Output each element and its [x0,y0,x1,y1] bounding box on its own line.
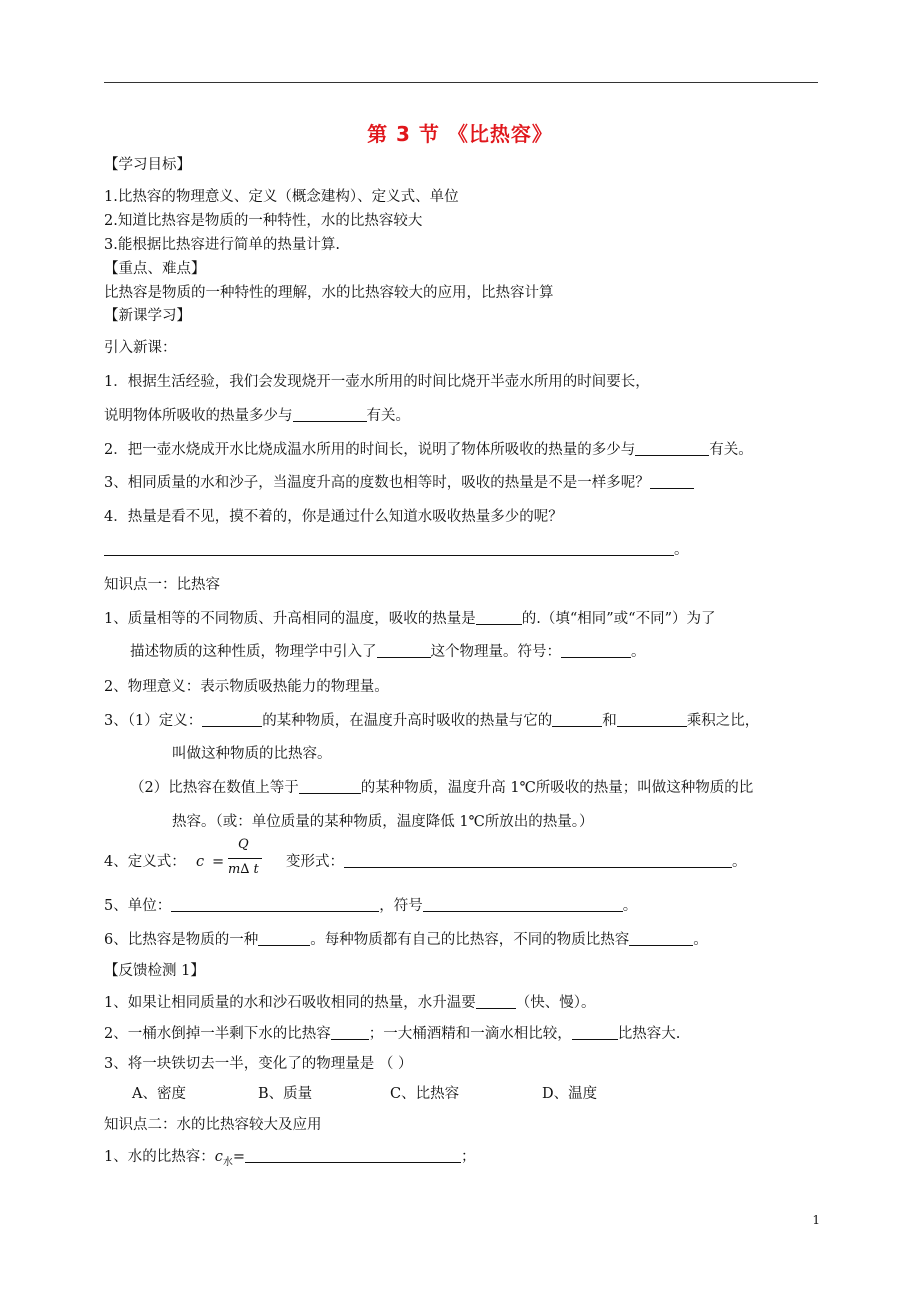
text: 这个物理量。符号： [430,644,561,660]
k1-item-3-part-2-line-2: 热容。（或：单位质量的某种物质，温度降低 1℃所放出的热量。） [172,814,594,830]
variant-formula [286,852,747,872]
text: （快、慢）。 [515,995,596,1011]
k1-item-3-line-2: 叫做这种物质的比热容。 [172,746,332,762]
question-3 [104,473,694,493]
text: 3、相同质量的水和沙子，当温度升高的度数也相等时，吸收的热量是不是一样多呢？ [104,475,650,491]
answer-blank[interactable] [344,852,732,868]
key-text: 比热容是物质的一种特性的理解，水的比热容较大的应用，比热容计算 [104,285,554,301]
feedback-heading: 【反馈检测 1】 [104,963,205,979]
knowledge-point-2-heading: 知识点二：水的比热容较大及应用 [104,1117,322,1133]
intro-label: 引入新课： [104,340,177,356]
answer-blank[interactable] [650,473,694,489]
goal-item: 2.知道比热容是物质的一种特性，水的比热容较大 [104,213,423,229]
text: 2、一桶水倒掉一半剩下水的比热容 [104,1026,331,1042]
answer-blank[interactable] [202,711,262,727]
answer-blank[interactable] [476,993,516,1009]
equals: = [232,1149,246,1165]
page-title: 第 3 节 《比热容》 [367,122,553,146]
answer-blank[interactable] [635,440,709,456]
k1-item-2: 2、物理意义：表示物质吸热能力的物理量。 [104,679,389,695]
feedback-question-2 [104,1024,680,1044]
text: 。 [693,932,708,948]
text: 变形式： [286,854,344,870]
question-2 [104,440,753,460]
text: 5、单位： [104,898,172,914]
answer-blank[interactable] [293,406,367,422]
option-b[interactable]: B、质量 [258,1086,313,1102]
option-a[interactable]: A、密度 [132,1086,186,1102]
text: 的.（填“相同”或“不同”）为了 [521,611,716,627]
formula-denominator: m∆ t [228,862,259,877]
k1-item-3-part-2 [130,778,753,798]
answer-blank[interactable] [476,609,522,625]
question-4: 4．热量是看不见，摸不着的，你是通过什么知道水吸收热量多少的呢？ [104,509,563,525]
text: 1、水的比热容： [104,1149,215,1165]
subscript-water: 水 [222,1156,233,1168]
answer-blank[interactable] [572,1024,618,1040]
answer-blank[interactable] [552,711,602,727]
text: 有关。 [366,408,410,424]
goals-heading: 【学习目标】 [104,157,191,173]
definition-formula-label: 4、定义式： [104,854,186,870]
text: 。 [732,854,747,870]
text: 描述物质的这种性质，物理学中引入了 [130,644,377,660]
text: ； [461,1149,476,1165]
page-number: 1 [812,1213,820,1227]
question-1: 1．根据生活经验，我们会发现烧开一壶水所用的时间比烧开半壶水所用的时间要长， [104,374,650,390]
option-c[interactable]: C、比热容 [390,1086,460,1102]
newlesson-heading: 【新课学习】 [104,308,191,324]
goal-item: 3.能根据比热容进行简单的热量计算. [104,237,340,253]
text: 。每种物质都有自己的比热容，不同的物质比热容 [310,932,630,948]
text: 的某种物质，温度升高 1℃所吸收的热量；叫做这种物质的比 [360,780,754,796]
text: 1、如果让相同质量的水和沙石吸收相同的热量，水升温要 [104,995,476,1011]
text: 说明物体所吸收的热量多少与 [104,408,293,424]
answer-blank[interactable] [299,778,361,794]
k1-item-3 [104,711,759,731]
fraction-bar [228,858,262,859]
answer-blank[interactable] [617,711,687,727]
goal-item: 1.比热容的物理意义、定义（概念建构）、定义式、单位 [104,189,459,205]
answer-blank[interactable] [245,1147,461,1163]
text: （2）比热容在数值上等于 [130,780,299,796]
text: 乘积之比， [686,713,760,729]
formula-c: c [196,854,205,870]
formula-numerator: Q [238,837,249,852]
text: 有关。 [709,442,753,458]
k1-item-1 [104,609,716,629]
text: 的某种物质，在温度升高时吸收的热量与它的 [262,713,553,729]
formula-c: c [214,1149,223,1165]
answer-blank[interactable] [423,896,623,912]
key-heading: 【重点、难点】 [104,261,206,277]
question-4-answer-line [104,540,689,560]
answer-blank[interactable] [377,642,431,658]
text: ，符号 [379,898,423,914]
header-rule [104,82,818,83]
text: 和 [602,713,617,729]
answer-blank[interactable] [331,1024,369,1040]
feedback-question-3: 3、将一块铁切去一半，变化了的物理量是 （ ） [104,1056,413,1072]
answer-blank[interactable] [629,930,693,946]
text: 比热容大. [617,1026,681,1042]
answer-blank[interactable] [561,642,631,658]
text: ；一大桶酒精和一滴水相比较， [368,1026,572,1042]
text: 。 [622,898,638,914]
k1-item-5 [104,896,637,916]
feedback-question-1 [104,993,595,1013]
text: 1、质量相等的不同物质、升高相同的温度，吸收的热量是 [104,611,476,627]
text: 。 [631,644,646,660]
question-1-line-2 [104,406,410,426]
answer-blank[interactable] [171,896,379,912]
k2-item-1 [104,1147,476,1173]
k1-item-6 [104,930,708,950]
answer-blank[interactable] [258,930,310,946]
formula-equals: = [212,854,225,870]
text: 2．把一壶水烧成开水比烧成温水所用的时间长，说明了物体所吸收的热量的多少与 [104,442,636,458]
knowledge-point-1-heading: 知识点一：比热容 [104,577,220,593]
text: 6、比热容是物质的一种 [104,932,259,948]
k1-item-1-line-2 [130,642,646,662]
text: 3、（1）定义： [104,713,203,729]
answer-blank[interactable] [104,540,674,556]
option-d[interactable]: D、温度 [542,1086,598,1102]
text: 。 [674,542,689,558]
